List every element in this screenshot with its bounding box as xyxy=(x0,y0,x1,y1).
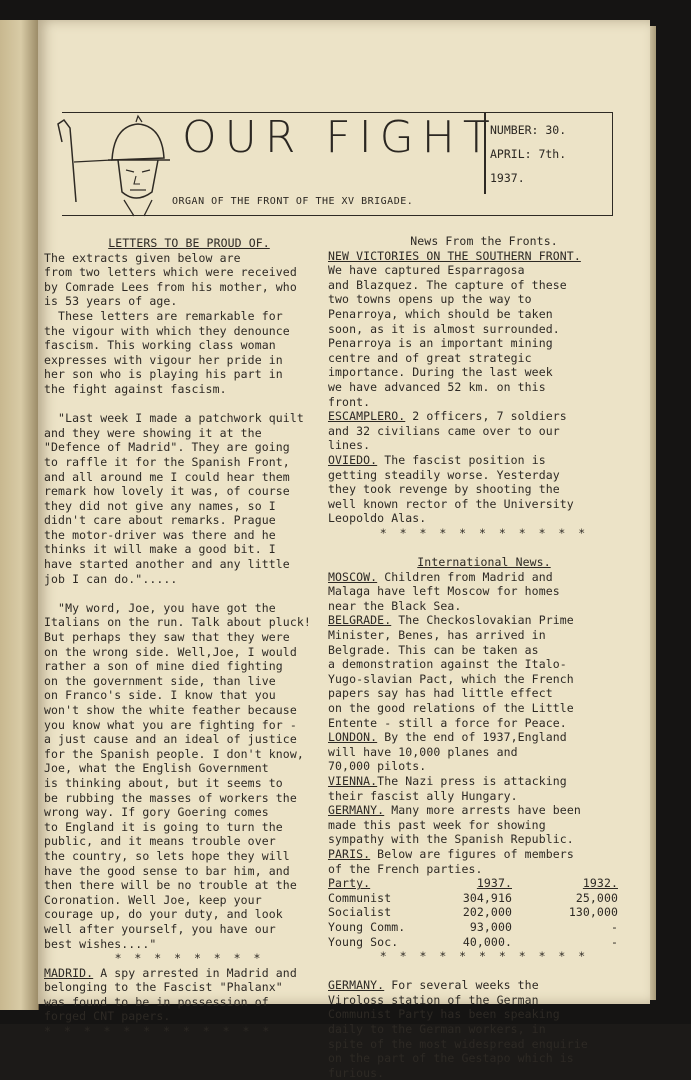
moscow-text: Children from Madrid and Malaga have left Moscow for homes near the Black Sea. xyxy=(328,569,560,613)
issue-info xyxy=(490,118,610,190)
london-text: By the end of 1937,England will have 10,000 planes and 70,000 pilots. xyxy=(328,730,567,774)
separator-stars: * * * * * * * * xyxy=(114,951,264,966)
oviedo-text: The fascist position is getting steadily worse. Yesterday they took revenge by shooting the well known rector of the University Leopoldo Alas. xyxy=(328,452,574,526)
letter-two: "My word, Joe, you have got the Italians on the run. Talk about pluck! But perhaps they saw that they were on the wrong side. Well,Joe, I would rather a son of mine died fighting on the government side, than live on Franco's side. I know that you won't show the white feather because you know what you are fighting for - a just cause and an ideal of justice for the Spanish people. I don't know, Joe, what the English Government is thinking about, but it seems to be rubbing the masses of workers the wrong way. If gory Goering comes to England it is going to turn the public, and it means trouble over the country, so lets hope they will have the good sense to bar him, and then there will be no trouble at the Coronation. Well Joe, keep your courage up, do your duty, and look well after yourself, you have our best wishes...." xyxy=(44,600,311,951)
left-column xyxy=(44,236,334,1039)
table-cell: - xyxy=(610,934,618,949)
paris-item xyxy=(328,847,640,876)
germany-item xyxy=(328,803,640,847)
germany-item xyxy=(328,978,640,1080)
table-cell: 93,000 xyxy=(469,919,512,934)
oviedo-item xyxy=(328,453,640,526)
vienna-item xyxy=(328,774,640,803)
table-cell: Young Comm. xyxy=(328,919,406,934)
separator-stars: * * * * * * * * * * * xyxy=(379,525,589,540)
table-cell: 25,000 xyxy=(575,890,618,905)
party-membership-table xyxy=(328,876,640,949)
oviedo-lead: OVIEDO. xyxy=(328,452,378,467)
newsletter-title: OUR FIGHT xyxy=(182,112,498,163)
paris-text: Below are figures of members of the French parties. xyxy=(328,846,574,876)
belgrade-text: The Checkoslovakian Prime Minister, Benes, has arrived in Belgrade. This can be taken as a demonstration against the Italo- Yugo-slavian Pact, which the French papers say has had little effect on the good relations of the Little Entente - still a force for Peace. xyxy=(328,613,574,730)
table-cell: Socialist xyxy=(328,905,392,920)
moscow-item xyxy=(328,570,640,614)
germany-text: Many more arrests have been made this past week for showing sympathy with the Spanish Republic. xyxy=(328,803,581,847)
table-header: 1937. xyxy=(476,876,512,891)
intl-heading: International News. xyxy=(417,555,551,570)
letters-heading: LETTERS TO BE PROUD OF. xyxy=(108,236,270,250)
germany-lead: GERMANY. xyxy=(328,803,385,818)
previous-page-edge xyxy=(0,20,39,1010)
right-column xyxy=(328,234,640,1080)
madrid-item xyxy=(44,966,334,1024)
moscow-lead: MOSCOW. xyxy=(328,569,378,584)
letters-intro: The extracts given below are from two letters which were received by Comrade Lees from his mother, who is 53 years of age. These letters are remarkable for the vigour with which they denounce fascism. This working class woman expresses with vigour her pride in her son who is playing his part in the fight against fascism. xyxy=(44,250,297,396)
escaplero-lead: ESCAMPLERO. xyxy=(328,409,406,424)
organ-subtitle: ORGAN OF THE FRONT OF THE XV BRIGADE. xyxy=(172,196,414,207)
belgrade-lead: BELGRADE. xyxy=(328,613,392,628)
escaplero-item xyxy=(328,409,640,453)
belgrade-item xyxy=(328,613,640,730)
madrid-text: A spy arrested in Madrid and belonging to the Fascist "Phalanx" was found to be in possession of forged CNT papers. xyxy=(44,965,297,1024)
table-cell: 130,000 xyxy=(568,905,618,920)
issue-year: 1937. xyxy=(490,171,525,185)
southern-text: We have captured Esparragosa and Blazquez. The capture of these two towns opens up the way to Penarroya, which should be taken soon, as it is almost surrounded. Penarroya is an important mining centre and of great strategic importance. During the last week we have advanced 52 km. on this front. xyxy=(328,263,567,409)
table-header: 1932. xyxy=(582,876,618,891)
table-cell: 304,916 xyxy=(462,890,512,905)
london-lead: LONDON. xyxy=(328,730,378,745)
table-header: Party. xyxy=(328,876,371,891)
letter-one: "Last week I made a patchwork quilt and they were showing it at the "Defence of Madrid". They are going to raffle it for the Spanish Front, and all around me I could hear them remark how lovely it was, of course they did not give any names, so I didn't care about remarks. Prague the motor-driver was there and he thinks it will make a good bit. I have started another and any little job I can do."..... xyxy=(44,411,304,586)
vienna-text: The Nazi press is attacking their fascist ally Hungary. xyxy=(328,773,567,803)
paris-lead: PARIS. xyxy=(328,846,371,861)
table-cell: Communist xyxy=(328,890,392,905)
news-heading: News From the Fronts. xyxy=(410,234,558,248)
issue-date: APRIL: 7th. xyxy=(490,147,567,161)
separator-stars: * * * * * * * * * * * xyxy=(379,949,589,964)
london-item xyxy=(328,730,640,774)
vienna-lead: VIENNA. xyxy=(328,773,378,788)
escaplero-text: 2 officers, 7 soldiers and 32 civilians came over to our lines. xyxy=(328,409,567,453)
separator-stars: * * * * * * * * * * * * xyxy=(44,1024,273,1039)
table-cell: - xyxy=(610,919,618,934)
germany-lead: GERMANY. xyxy=(328,978,385,993)
madrid-lead: MADRID. xyxy=(44,965,94,980)
table-cell: Young Soc. xyxy=(328,934,399,949)
table-cell: 202,000 xyxy=(462,905,512,920)
table-cell: 40,000. xyxy=(462,934,512,949)
germany-text: For several weeks the Viroloss station of the German Communist Party has been speaking daily to the German workers, in spite of the most widespread enquirie on the part of the Gestapo which is furious. xyxy=(328,978,588,1080)
issue-number: NUMBER: 30. xyxy=(490,123,567,137)
page-stack-edge xyxy=(650,26,656,1000)
southern-heading: NEW VICTORIES ON THE SOUTHERN FRONT. xyxy=(328,248,581,263)
